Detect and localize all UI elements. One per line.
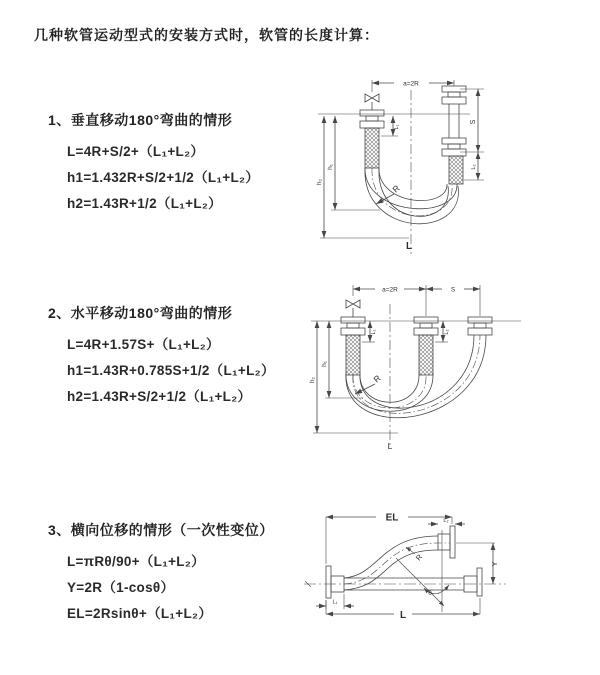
section-1-heading: 1、垂直移动180°弯曲的情形 [48, 112, 233, 128]
section-1-formula-h1: h1=1.432R+S/2+1/2（L₁+L₂） [67, 170, 260, 185]
dim-label-h2: h₂ [316, 178, 323, 186]
dim-label-l: L [405, 241, 413, 252]
dim-label-l1: L₁ [332, 599, 338, 606]
dimension-h2 [320, 116, 409, 238]
dim-label-theta: θ [428, 590, 432, 597]
right-flange-lower [442, 138, 466, 156]
dim-label-a2r: a=2R [382, 286, 398, 294]
dim-label-l2: L₂ [443, 518, 449, 524]
hose-s-curve [344, 536, 450, 590]
dim-label-r: R [390, 182, 402, 195]
dim-label-r: R [371, 372, 383, 385]
middle-braided-hose [419, 335, 433, 375]
diagram-lateral-displacement [296, 496, 596, 651]
dim-label-l2: L₂ [471, 164, 477, 170]
section-1-formula-L: L=4R+S/2+（L₁+L₂） [67, 144, 205, 159]
section-2-heading: 2、水平移动180°弯曲的情形 [48, 305, 233, 321]
diagram-vertical-180-bend [308, 70, 598, 260]
section-1 [48, 110, 308, 217]
right-flange-upper [442, 86, 466, 104]
dim-label-s: S [470, 119, 477, 125]
left-flange [341, 317, 365, 335]
section-3 [48, 520, 308, 627]
right-braided-hose [449, 156, 463, 184]
left-flange [326, 566, 344, 598]
middle-flange [414, 317, 438, 335]
page-title: 几种软管运动型式的安装方式时，软管的长度计算： [34, 27, 379, 43]
dim-label-l: L [399, 610, 407, 621]
right-flange-moved [468, 317, 492, 335]
section-3-formula-L: L=πRθ/90+（L₁+L₂） [67, 554, 205, 569]
dim-label-el: EL [385, 512, 399, 524]
section-3-formula-Y: Y=2R（1-cosθ） [67, 580, 175, 595]
section-3-formula-EL: EL=2Rsinθ+（L₁+L₂） [67, 606, 213, 621]
dim-label-l1: L₁ [371, 329, 377, 335]
section-2-formula-h1: h1=1.43R+0.785S+1/2（L₁+L₂） [67, 363, 275, 378]
hose-u-bend-arcs [365, 168, 459, 224]
displaced-flange [438, 526, 455, 558]
right-flange [464, 568, 482, 596]
dim-label-y: Y [490, 561, 499, 567]
right-pipe [449, 104, 459, 138]
dimension-a2r [353, 285, 480, 316]
section-2 [48, 303, 308, 410]
section-3-heading: 3、横向位移的情形（一次性变位） [48, 522, 274, 538]
left-braided-hose [365, 128, 379, 168]
left-flange [360, 110, 384, 128]
radius-leader [406, 547, 415, 554]
radius-line [396, 558, 444, 606]
dim-label-s: S [450, 286, 456, 294]
dim-label-a2r: a=2R [403, 80, 419, 88]
diagram-horizontal-180-bend [303, 276, 600, 454]
section-2-formula-h2: h2=1.43R+S/2+1/2（L₁+L₂） [67, 389, 252, 404]
dim-label-h1: h₁ [327, 164, 334, 170]
valve-icon [346, 300, 360, 317]
dim-label-l2: L₂ [444, 329, 450, 335]
dim-label-h1: h₁ [321, 361, 328, 367]
section-2-formula-L: L=4R+1.57S+（L₁+L₂） [67, 337, 220, 352]
valve-icon [365, 94, 379, 110]
dim-label-l: L [387, 441, 393, 451]
left-braided-hose [346, 335, 360, 375]
section-1-formula-h2: h2=1.43R+1/2（L₁+L₂） [67, 196, 222, 211]
dim-label-l1: L₁ [394, 124, 400, 130]
hose-u-wide [346, 335, 486, 418]
radius-leader [355, 384, 375, 394]
dim-label-r: R [413, 552, 425, 563]
dim-label-h2: h₂ [309, 376, 316, 384]
